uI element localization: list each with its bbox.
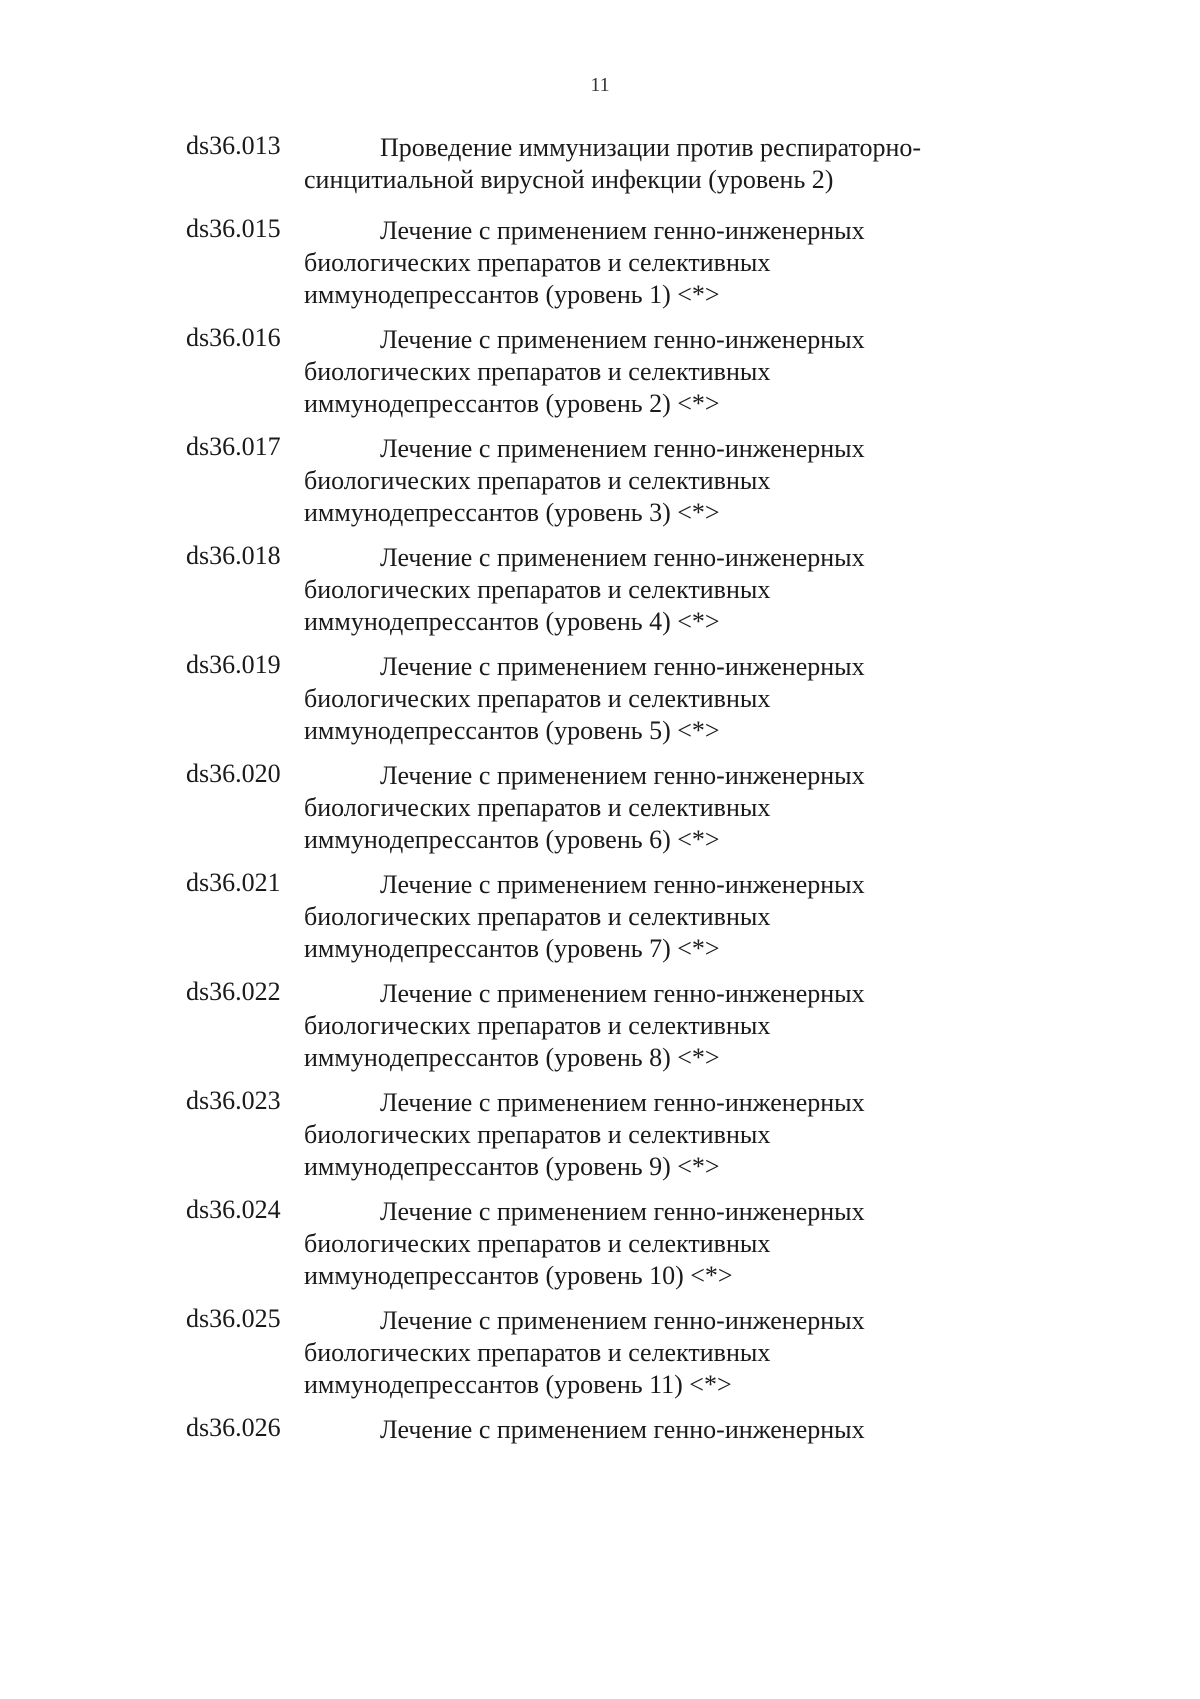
entry-code: ds36.022 (186, 977, 281, 1006)
entry-description (304, 1305, 984, 1401)
entry-code: ds36.018 (186, 541, 281, 570)
description-line: Лечение с применением генно-инженерных (380, 1306, 865, 1335)
description-line: иммунодепрессантов (уровень 1) <*> (304, 280, 720, 309)
entry-list (0, 130, 1200, 1521)
entry-description (304, 760, 984, 856)
entry-code: ds36.015 (186, 214, 281, 243)
list-item (0, 322, 1200, 431)
description-line: Лечение с применением генно-инженерных (380, 216, 865, 245)
description-line: синцитиальной вирусной инфекции (уровень 2) (304, 165, 834, 194)
description-line: Лечение с применением генно-инженерных (380, 1197, 865, 1226)
entry-code: ds36.019 (186, 650, 281, 679)
list-item (0, 976, 1200, 1085)
description-line: иммунодепрессантов (уровень 2) <*> (304, 389, 720, 418)
description-line: биологических препаратов и селективных (304, 575, 771, 604)
description-line: биологических препаратов и селективных (304, 1229, 771, 1258)
entry-code: ds36.023 (186, 1086, 281, 1115)
description-line: Лечение с применением генно-инженерных (380, 652, 865, 681)
description-line: Лечение с применением генно-инженерных (380, 761, 865, 790)
list-item (0, 1303, 1200, 1412)
entry-description (304, 324, 984, 420)
entry-code: ds36.016 (186, 323, 281, 352)
description-line: иммунодепрессантов (уровень 10) <*> (304, 1261, 733, 1290)
description-line: иммунодепрессантов (уровень 11) <*> (304, 1370, 732, 1399)
entry-code: ds36.026 (186, 1413, 281, 1442)
list-item (0, 1412, 1200, 1521)
list-item (0, 431, 1200, 540)
description-line: иммунодепрессантов (уровень 8) <*> (304, 1043, 720, 1072)
description-line: Лечение с применением генно-инженерных (380, 434, 865, 463)
description-line: иммунодепрессантов (уровень 6) <*> (304, 825, 720, 854)
description-line: биологических препаратов и селективных (304, 248, 771, 277)
description-line: Лечение с применением генно-инженерных (380, 979, 865, 1008)
entry-description (304, 978, 984, 1074)
entry-code: ds36.024 (186, 1195, 281, 1224)
entry-code: ds36.013 (186, 131, 281, 160)
description-line: биологических препаратов и селективных (304, 1120, 771, 1149)
page-number: 11 (590, 74, 610, 96)
entry-code: ds36.020 (186, 759, 281, 788)
list-item (0, 1194, 1200, 1303)
list-item (0, 758, 1200, 867)
description-line: иммунодепрессантов (уровень 9) <*> (304, 1152, 720, 1181)
entry-description (304, 132, 984, 196)
description-line: иммунодепрессантов (уровень 5) <*> (304, 716, 720, 745)
description-line: Лечение с применением генно-инженерных (380, 543, 865, 572)
entry-description (304, 433, 984, 529)
description-line: Лечение с применением генно-инженерных (380, 870, 865, 899)
list-item (0, 649, 1200, 758)
entry-description (304, 869, 984, 965)
list-item (0, 1085, 1200, 1194)
list-item (0, 130, 1200, 213)
list-item (0, 867, 1200, 976)
description-line: биологических препаратов и селективных (304, 902, 771, 931)
entry-code: ds36.021 (186, 868, 281, 897)
description-line: биологических препаратов и селективных (304, 1338, 771, 1367)
description-line: Проведение иммунизации против респираторно- (380, 133, 922, 162)
description-line: Лечение с применением генно-инженерных (380, 1088, 865, 1117)
description-line: иммунодепрессантов (уровень 3) <*> (304, 498, 720, 527)
description-line: иммунодепрессантов (уровень 7) <*> (304, 934, 720, 963)
description-line: биологических препаратов и селективных (304, 357, 771, 386)
entry-description (304, 542, 984, 638)
description-line: Лечение с применением генно-инженерных (380, 325, 865, 354)
entry-description (304, 1196, 984, 1292)
entry-description (304, 1087, 984, 1183)
description-line: биологических препаратов и селективных (304, 466, 771, 495)
entry-code: ds36.017 (186, 432, 281, 461)
description-line: иммунодепрессантов (уровень 4) <*> (304, 607, 720, 636)
description-line: Лечение с применением генно-инженерных (380, 1415, 865, 1444)
entry-description (304, 651, 984, 747)
entry-code: ds36.025 (186, 1304, 281, 1333)
entry-description (304, 215, 984, 311)
description-line: биологических препаратов и селективных (304, 684, 771, 713)
list-item (0, 540, 1200, 649)
entry-description (304, 1414, 984, 1446)
description-line: биологических препаратов и селективных (304, 1011, 771, 1040)
description-line: биологических препаратов и селективных (304, 793, 771, 822)
list-item (0, 213, 1200, 322)
